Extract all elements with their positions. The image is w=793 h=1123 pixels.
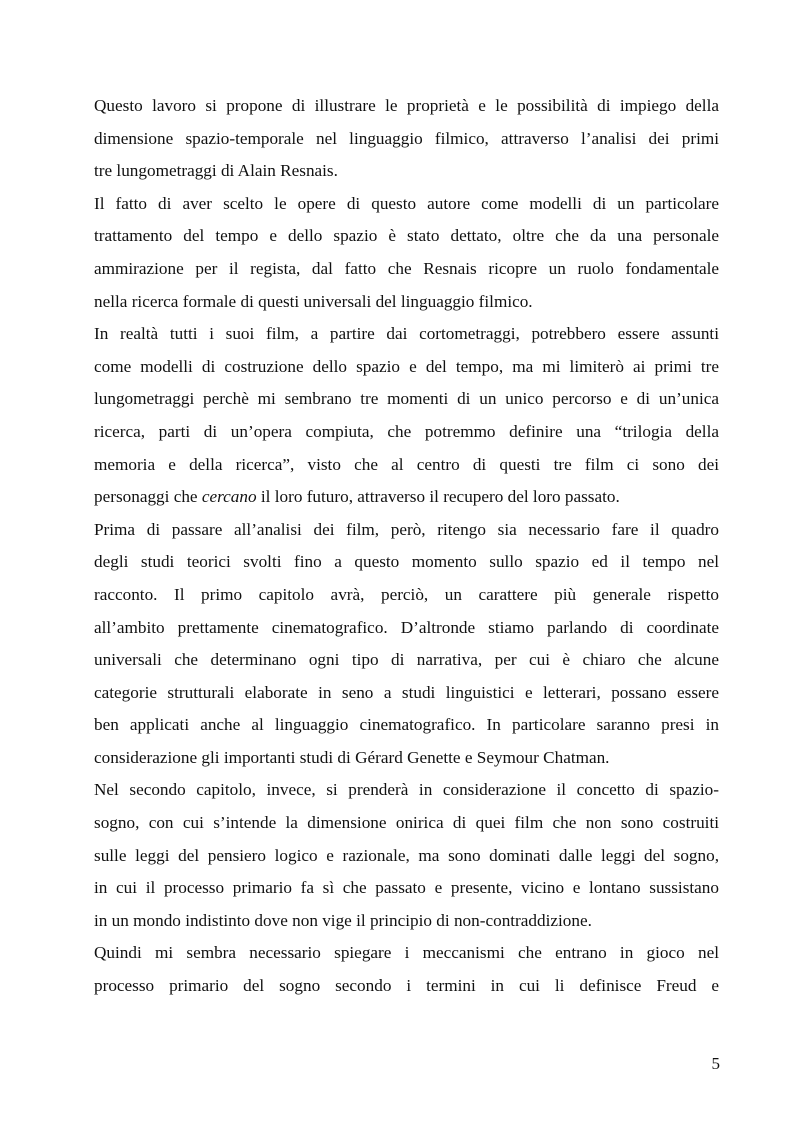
text-line: ammirazione per il regista, dal fatto che Resnais ricopre un ruolo fondamentale (94, 258, 719, 278)
text-line: In realtà tutti i suoi film, a partire dai cortometraggi, potrebbero essere assunti (94, 324, 719, 344)
text-line: come modelli di costruzione dello spazio e del tempo, ma mi limiterò ai primi tre (94, 356, 719, 376)
text-line: sulle leggi del pensiero logico e razionale, ma sono dominati dalle leggi del sogno, (94, 845, 719, 865)
text-line: in cui il processo primario fa sì che passato e presente, vicino e lontano sussistano (94, 878, 719, 898)
body-text (94, 90, 719, 1003)
text-line: ben applicati anche al linguaggio cinematografico. In particolare saranno presi in (94, 715, 719, 735)
text-line: categorie strutturali elaborate in seno a studi linguistici e letterari, possano essere (94, 682, 719, 702)
text-line: Nel secondo capitolo, invece, si prenderà in considerazione il concetto di spazio- (94, 780, 719, 800)
text-line (94, 481, 719, 514)
text-line: tre lungometraggi di Alain Resnais. (94, 161, 338, 181)
text-line: memoria e della ricerca”, visto che al centro di questi tre film ci sono dei (94, 454, 719, 474)
text-line: universali che determinano ogni tipo di narrativa, per cui è chiaro che alcune (94, 650, 719, 670)
text-segment: personaggi che (94, 487, 202, 507)
text-line: trattamento del tempo e dello spazio è stato dettato, oltre che da una personale (94, 226, 719, 246)
emphasis-text: cercano (201, 487, 257, 507)
text-line: lungometraggi perchè mi sembrano tre momenti di un unico percorso e di un’unica (94, 389, 719, 409)
text-line: processo primario del sogno secondo i termini in cui li definisce Freud e (94, 976, 719, 996)
text-line: nella ricerca formale di questi universali del linguaggio filmico. (94, 291, 533, 311)
text-segment: il loro futuro, attraverso il recupero del loro passato. (256, 487, 620, 507)
text-line: Quindi mi sembra necessario spiegare i meccanismi che entrano in gioco nel (94, 943, 719, 963)
text-line: Prima di passare all’analisi dei film, però, ritengo sia necessario fare il quadro (94, 519, 719, 539)
text-line: sogno, con cui s’intende la dimensione onirica di quei film che non sono costruiti (94, 813, 719, 833)
text-line: dimensione spazio-temporale nel linguaggio filmico, attraverso l’analisi dei primi (94, 128, 719, 148)
text-line: Questo lavoro si propone di illustrare le proprietà e le possibilità di impiego della (94, 96, 719, 115)
text-line: all’ambito prettamente cinematografico. D’altronde stiamo parlando di coordinate (94, 617, 719, 637)
text-line: degli studi teorici svolti fino a questo momento sullo spazio ed il tempo nel (94, 552, 719, 572)
text-line: in un mondo indistinto dove non vige il principio di non-contraddizione. (94, 910, 592, 930)
text-line: Il fatto di aver scelto le opere di questo autore come modelli di un particolare (94, 193, 719, 213)
text-line: racconto. Il primo capitolo avrà, perciò, un carattere più generale rispetto (94, 584, 719, 604)
text-line: ricerca, parti di un’opera compiuta, che potremmo definire una “trilogia della (94, 421, 719, 441)
page-number: 5 (711, 1054, 720, 1073)
text-line: considerazione gli importanti studi di Gérard Genette e Seymour Chatman. (94, 747, 610, 767)
